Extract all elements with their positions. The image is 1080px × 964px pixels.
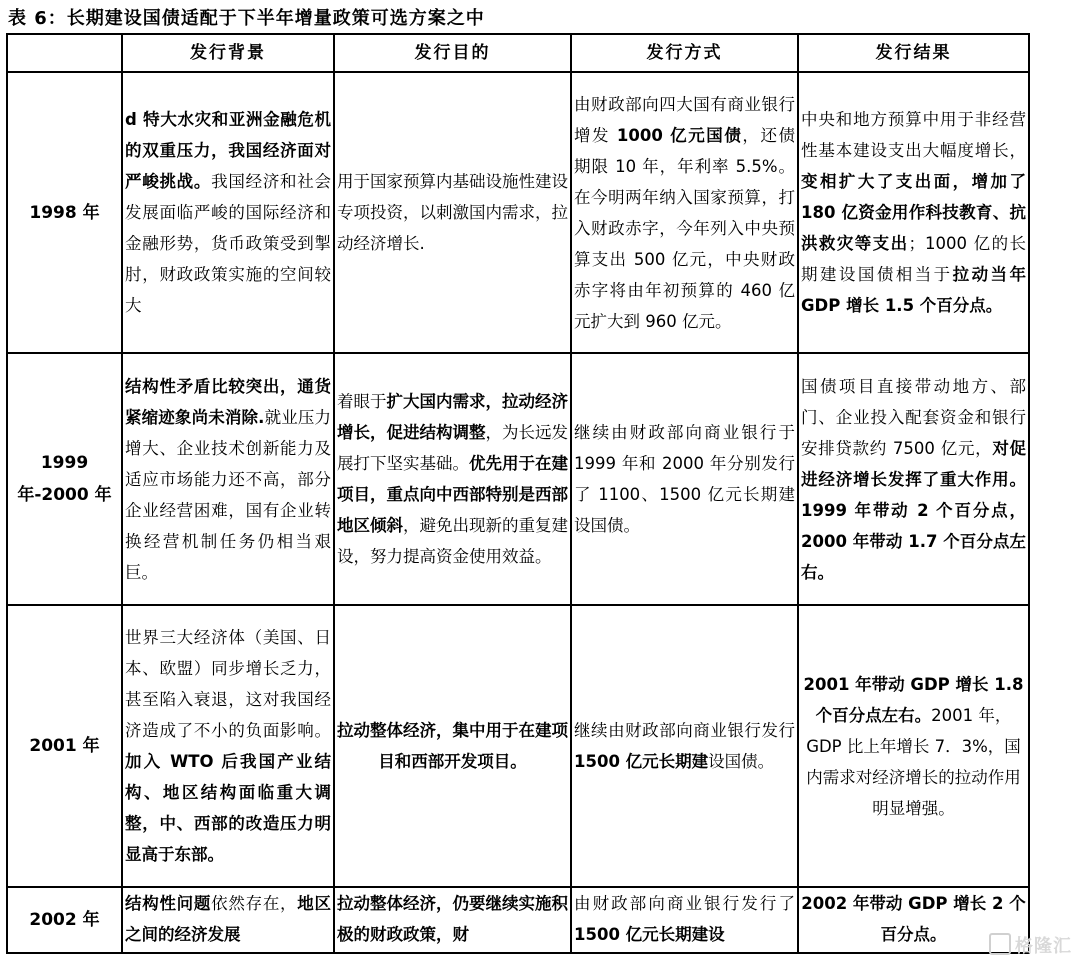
- text-segment: 优先用于在建项目，重点向中西部特别是西部地区倾斜: [337, 454, 568, 535]
- purpose-cell: [334, 72, 571, 353]
- bond-table: [6, 33, 1030, 954]
- text-segment: 1000 亿元国债: [616, 125, 743, 145]
- method-cell: [571, 887, 798, 953]
- watermark: [989, 932, 1072, 958]
- watermark-text: 格隆汇: [1015, 936, 1072, 957]
- text-segment: 2001 年带动 GDP 增长 1.8 个百分点左右。: [803, 674, 1024, 725]
- text-segment: 拉动整体经济，集中用于在建项目和西部开发项目。: [337, 721, 568, 771]
- text-segment: 结构性问题: [125, 894, 212, 913]
- text-segment: 就业压力增大、企业技术创新能力及适应市场能力还不高，部分企业经营困难，国有企业转换经营机制任务仍相当艰巨。: [125, 407, 331, 582]
- text-segment: ，为长远发展打下坚实基础。: [337, 423, 568, 473]
- background-cell: [122, 72, 334, 353]
- text-segment: 2001 年，GDP 比上年增长 7．3%，国内需求对经济增长的拉动作用明显增强。: [806, 705, 1021, 818]
- text-segment: 我国经济和社会发展面临严峻的国际经济和金融形势，货币政策受到掣肘，财政政策实施的空间较大: [125, 172, 332, 315]
- text-segment: 设国债。: [708, 752, 775, 771]
- text-segment: 由财政部向商业银行发行了: [574, 894, 795, 913]
- text-segment: 拉动整体经济，仍要继续实施积极的财政政策，财: [337, 894, 568, 944]
- table-row: [7, 72, 1029, 353]
- text-segment: 加入 WTO 后我国产业结构、地区结构面临重大调整，中、西部的改造压力明显高于东部。: [125, 752, 331, 864]
- table-row: [7, 353, 1029, 605]
- text-segment: 着眼于: [337, 392, 387, 411]
- text-segment: 由财政部向四大国有商业银行增发: [574, 94, 795, 145]
- year-cell: 1999 年-2000 年: [7, 353, 122, 605]
- header-corner: [7, 34, 122, 72]
- text-segment: 继续由财政部向商业银行于 1999 年和 2000 年分别发行了 1100、1500 亿元长期建设国债。: [574, 423, 795, 535]
- method-cell: [571, 605, 798, 887]
- result-cell: [798, 72, 1029, 353]
- text-segment: ，还债期限 10 年，年利率 5.5%。在今明两年纳入国家预算，打入财政赤字，今年列入中央预算支出 500 亿元，中央财政赤字将由年初预算的 460 亿元扩大到 960 亿元。: [574, 125, 796, 331]
- text-segment: 对促进经济增长发挥了重大作用。1999 年带动 2 个百分点，2000 年带动 1.7 个百分点左右。: [801, 438, 1027, 582]
- background-cell: [122, 887, 334, 953]
- text-segment: 依然存在，: [211, 894, 298, 913]
- method-cell: [571, 72, 798, 353]
- table-caption: 表 6：长期建设国债适配于下半年增量政策可选方案之中: [8, 8, 485, 29]
- text-segment: 国债项目直接带动地方、部门、企业投入配套资金和银行安排贷款约 7500 亿元，: [801, 376, 1026, 458]
- text-segment: 用于国家预算内基础设施性建设专项投资，以刺激国内需求，拉动经济增长.: [337, 172, 568, 253]
- purpose-cell: [334, 605, 571, 887]
- purpose-cell: [334, 353, 571, 605]
- text-segment: 继续由财政部向商业银行发行: [574, 721, 795, 740]
- background-cell: [122, 605, 334, 887]
- table-row: [7, 887, 1029, 953]
- header-method: 发行方式: [571, 34, 798, 72]
- text-segment: 1500 亿元长期建设: [574, 925, 725, 944]
- text-segment: 拉动当年 GDP 增长 1.5 个百分点。: [801, 265, 1027, 315]
- text-segment: 变相扩大了支出面，增加了 180 亿资金用作科技教育、抗洪救灾等支出: [801, 172, 1026, 253]
- text-segment: 世界三大经济体（美国、日本、欧盟）同步增长乏力，甚至陷入衰退，这对我国经济造成了不小的负面影响。: [125, 628, 331, 740]
- text-segment: 1500 亿元长期建: [574, 752, 709, 771]
- year-cell: 1998 年: [7, 72, 122, 353]
- purpose-cell: [334, 887, 571, 953]
- text-segment: 地区之间的经济发展: [125, 894, 332, 944]
- table-row: [7, 605, 1029, 887]
- text-segment: d 特大水灾和亚洲金融危机的双重压力，我国经济面对严峻挑战。: [125, 110, 331, 191]
- header-purpose: 发行目的: [334, 34, 571, 72]
- year-cell: 2002 年: [7, 887, 122, 953]
- result-cell: [798, 605, 1029, 887]
- year-cell: 2001 年: [7, 605, 122, 887]
- text-segment: ，避免出现新的重复建设，努力提高资金使用效益。: [337, 516, 568, 566]
- text-segment: ；1000 亿的长期建设国债相当于: [801, 234, 1026, 284]
- header-result: 发行结果: [798, 34, 1029, 72]
- text-segment: 中央和地方预算中用于非经营性基本建设支出大幅度增长，: [801, 110, 1026, 160]
- method-cell: [571, 353, 798, 605]
- text-segment: 扩大国内需求，拉动经济增长，促进结构调整: [337, 392, 568, 442]
- watermark-logo-icon: [989, 933, 1011, 955]
- header-row: [7, 34, 1029, 72]
- result-cell: [798, 353, 1029, 605]
- text-segment: 2002 年带动 GDP 增长 2 个百分点。: [801, 894, 1026, 944]
- text-segment: 结构性矛盾比较突出，通货紧缩迹象尚未消除.: [125, 376, 331, 427]
- header-background: 发行背景: [122, 34, 334, 72]
- background-cell: [122, 353, 334, 605]
